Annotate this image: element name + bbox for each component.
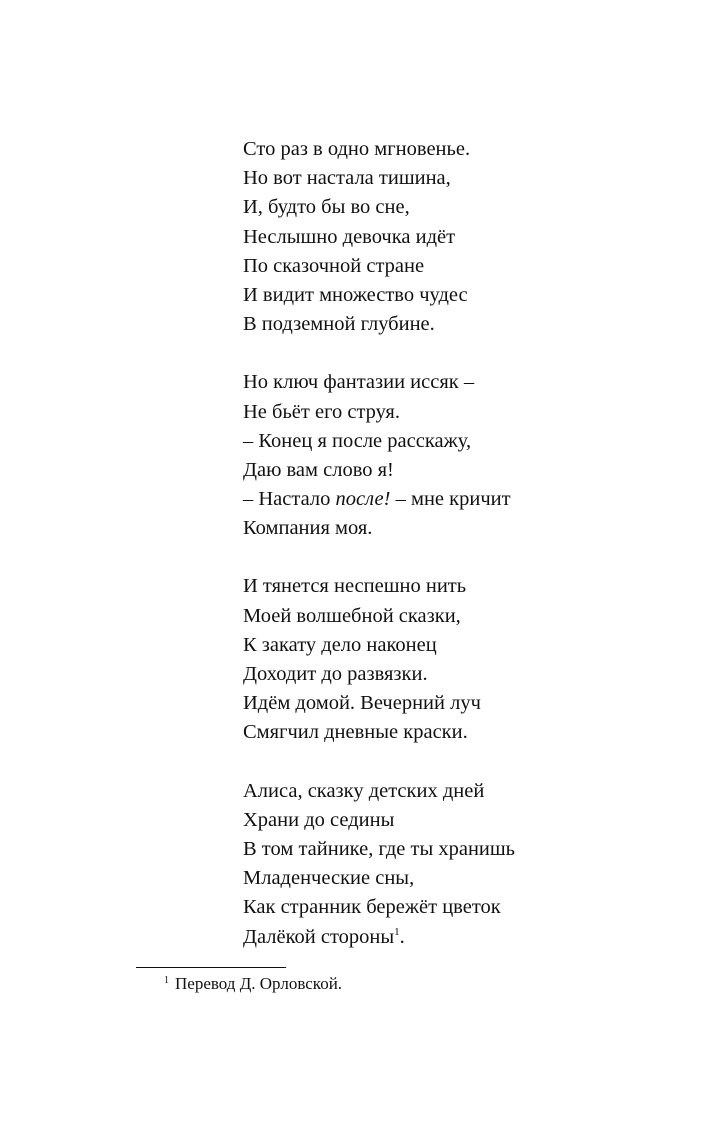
poem bbox=[243, 135, 663, 981]
poem-line-with-footnote-ref bbox=[243, 923, 663, 952]
line-text: Далёкой стороны bbox=[243, 925, 395, 948]
stanza-1 bbox=[243, 135, 663, 339]
line-text-after: – мне кричит bbox=[390, 488, 511, 511]
poem-line: По сказочной стране bbox=[243, 254, 425, 277]
stanza-4 bbox=[243, 777, 663, 952]
poem-line: Даю вам слово я! bbox=[243, 458, 394, 481]
poem-line: К закату дело наконец bbox=[243, 633, 437, 656]
stanza-2 bbox=[243, 368, 663, 543]
footnote-reference[interactable]: 1 bbox=[394, 925, 400, 938]
poem-line: Компания моя. bbox=[243, 517, 373, 540]
footnote bbox=[164, 973, 342, 995]
stanza-3 bbox=[243, 572, 663, 747]
poem-line: Смягчил дневные краски. bbox=[243, 721, 468, 744]
poem-line-with-emphasis bbox=[243, 485, 663, 514]
footnote-divider bbox=[136, 967, 286, 968]
emphasized-word: после! bbox=[335, 488, 391, 511]
poem-line: Сто раз в одно мгновенье. bbox=[243, 138, 471, 160]
poem-line: – Конец я после расскажу, bbox=[243, 429, 472, 452]
poem-line: Доходит до развязки. bbox=[243, 663, 428, 685]
poem-line: Идём домой. Вечерний луч bbox=[243, 692, 481, 715]
poem-line: И, будто бы во сне, bbox=[243, 196, 410, 219]
poem-line: И видит множество чудес bbox=[243, 283, 468, 306]
poem-line: Как странник бережёт цветок bbox=[243, 896, 501, 919]
poem-line: И тянется неспешно нить bbox=[243, 575, 467, 598]
poem-line: Но ключ фантазии иссяк – bbox=[243, 371, 475, 394]
line-end-punctuation: . bbox=[399, 925, 405, 948]
footnote-text: Перевод Д. Орловской. bbox=[175, 974, 343, 993]
footnote-marker: 1 bbox=[164, 975, 169, 986]
poem-line: В подземной глубине. bbox=[243, 313, 435, 336]
poem-line: Храни до седины bbox=[243, 808, 395, 831]
poem-line: Моей волшебной сказки, bbox=[243, 604, 461, 627]
poem-line: Но вот настала тишина, bbox=[243, 167, 451, 190]
poem-line: Младенческие сны, bbox=[243, 867, 415, 890]
poem-line: Не бьёт его струя. bbox=[243, 400, 400, 423]
poem-line: Неслышно девочка идёт bbox=[243, 225, 456, 248]
line-text-before: – Настало bbox=[243, 488, 336, 511]
poem-line: В том тайнике, где ты хранишь bbox=[243, 837, 516, 860]
poem-line: Алиса, сказку детских дней bbox=[243, 779, 485, 802]
